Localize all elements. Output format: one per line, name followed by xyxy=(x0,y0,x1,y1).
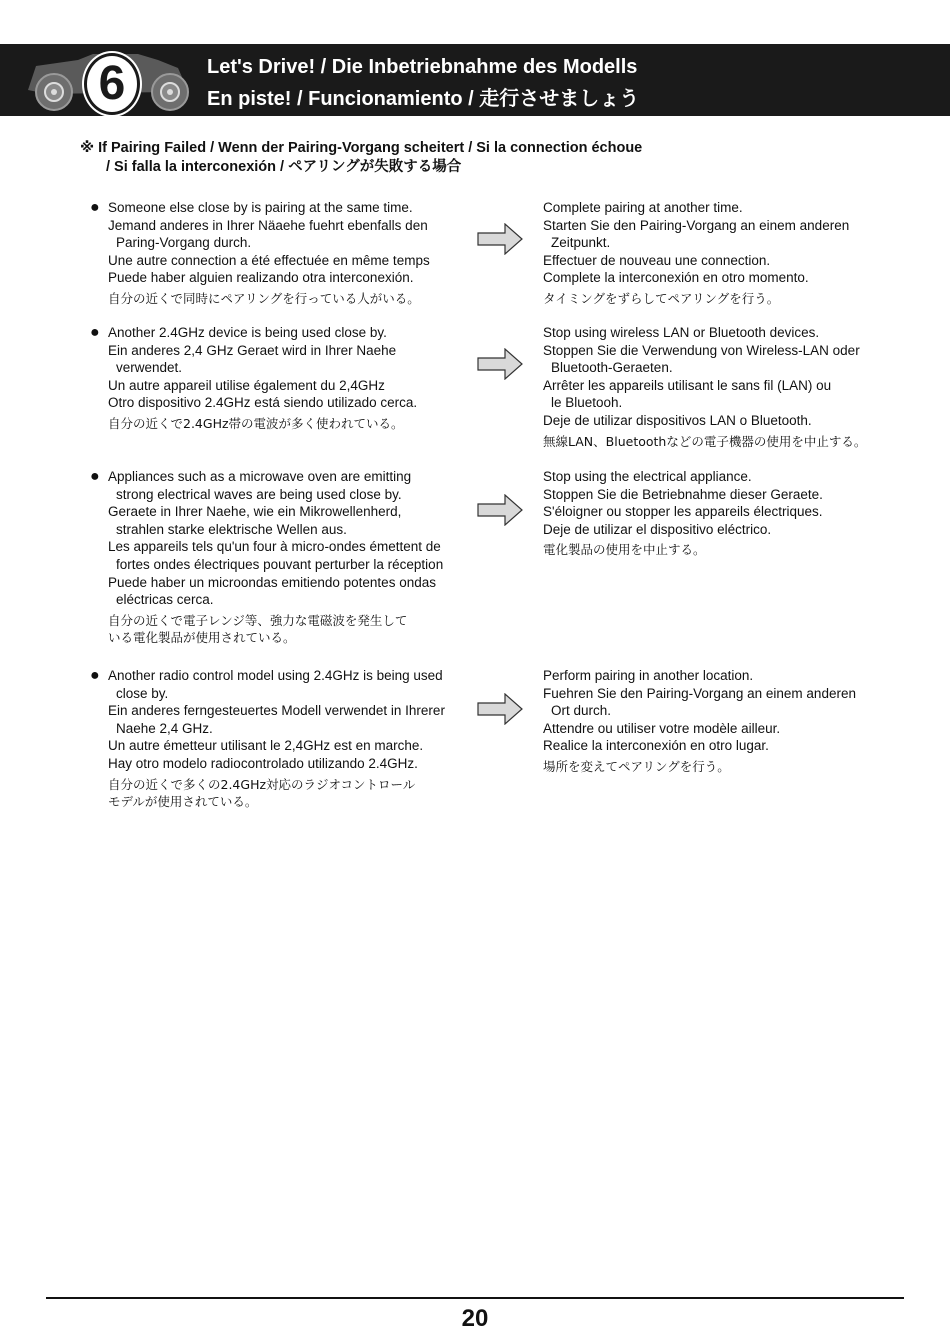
remedy-line: Complete la interconexión en otro momento. xyxy=(543,270,809,286)
remedy-text xyxy=(543,324,943,450)
footer-divider xyxy=(46,1297,904,1299)
page-title-line-2: En piste! / Funcionamiento / 走行させましょう xyxy=(207,88,640,110)
remedy-text xyxy=(543,199,943,308)
cause-text xyxy=(90,324,485,433)
remedy-line: Attendre ou utiliser votre modèle ailleur. xyxy=(543,720,781,736)
header-bar xyxy=(0,44,950,116)
cause-line: Les appareils tels qu'un four à micro-ondes émettent de xyxy=(108,539,441,555)
cause-line: Someone else close by is pairing at the same time. xyxy=(108,200,413,215)
cause-line: Naehe 2,4 GHz. xyxy=(116,720,213,736)
arrow-right-icon xyxy=(477,348,523,380)
bullet-icon: ● xyxy=(90,199,100,216)
cause-line: Otro dispositivo 2.4GHz está siendo utilizado cerca. xyxy=(108,395,418,411)
remedy-text xyxy=(543,667,943,776)
cause-line: Une autre connection a été effectuée en même temps xyxy=(108,252,430,268)
cause-line: 自分の近くで多くの2.4GHz対応のラジオコントロール xyxy=(108,776,416,792)
cause-line: eléctricas cerca. xyxy=(116,592,214,608)
remedy-line: タイミングをずらしてペアリングを行う。 xyxy=(543,290,780,306)
remedy-line: le Bluetooh. xyxy=(551,395,623,411)
cause-line: fortes ondes électriques pouvant perturber la réception xyxy=(116,556,444,572)
cause-line: verwendet. xyxy=(116,360,183,376)
remedy-line: Complete pairing at another time. xyxy=(543,200,743,215)
remedy-text xyxy=(543,468,943,559)
bullet-icon: ● xyxy=(90,468,100,485)
remedy-line: Deje de utilizar el dispositivo eléctrico. xyxy=(543,521,772,537)
cause-line: Another radio control model using 2.4GHz is being used xyxy=(108,668,443,683)
remedy-line: 場所を変えてペアリングを行う。 xyxy=(543,758,730,774)
remedy-line: Deje de utilizar dispositivos LAN o Bluetooth. xyxy=(543,412,812,428)
cause-line: Puede haber un microondas emitiendo potentes ondas xyxy=(108,574,436,590)
cause-line: strong electrical waves are being used close by. xyxy=(116,486,402,502)
cause-line: Puede haber alguien realizando otra interconexión. xyxy=(108,270,414,286)
cause-line: モデルが使用されている。 xyxy=(108,794,258,810)
remedy-line: Perform pairing in another location. xyxy=(543,668,754,683)
remedy-line: Zeitpunkt. xyxy=(551,235,611,251)
arrow-right-icon xyxy=(477,223,523,255)
bullet-icon: ● xyxy=(90,667,100,684)
remedy-line: Fuehren Sie den Pairing-Vorgang an einem anderen xyxy=(543,685,856,701)
step-number: 6 xyxy=(98,57,126,110)
cause-line: 自分の近くで電子レンジ等、強力な電磁波を発生して xyxy=(108,612,408,628)
cause-line: Jemand anderes in Ihrer Näaehe fuehrt ebenfalls den xyxy=(108,217,428,233)
section-heading-line-2: / Si falla la interconexión / ペアリングが失敗する場合 xyxy=(106,159,462,175)
bullet-icon: ● xyxy=(90,324,100,341)
cause-line: Appliances such as a microwave oven are emitting xyxy=(108,469,412,484)
cause-line: Ein anderes 2,4 GHz Geraet wird in Ihrer Naehe xyxy=(108,342,397,358)
remedy-line: Starten Sie den Pairing-Vorgang an einem anderen xyxy=(543,217,850,233)
page-title-line-1: Let's Drive! / Die Inbetriebnahme des Modells xyxy=(207,56,638,78)
cause-line: いる電化製品が使用されている。 xyxy=(108,630,296,646)
cause-line: 自分の近くで2.4GHz帯の電波が多く使われている。 xyxy=(108,415,404,431)
remedy-line: Realice la interconexión en otro lugar. xyxy=(543,738,769,754)
cause-line: Paring-Vorgang durch. xyxy=(116,235,252,251)
remedy-line: Effectuer de nouveau une connection. xyxy=(543,252,771,268)
cause-line: Un autre appareil utilise également du 2,4GHz xyxy=(108,377,385,393)
remedy-line: Stoppen Sie die Verwendung von Wireless-LAN oder xyxy=(543,342,860,358)
page-number: 20 xyxy=(461,1305,489,1332)
remedy-line: Ort durch. xyxy=(551,703,612,719)
remedy-line: 無線LAN、Bluetoothなどの電子機器の使用を中止する。 xyxy=(543,433,867,449)
remedy-line: Arrêter les appareils utilisant le sans fil (LAN) ou xyxy=(543,377,832,393)
remedy-line: S'éloigner ou stopper les appareils électriques. xyxy=(543,504,823,520)
cause-line: 自分の近くで同時にペアリングを行っている人がいる。 xyxy=(108,290,420,306)
cause-line: Un autre émetteur utilisant le 2,4GHz est en marche. xyxy=(108,738,424,754)
section-heading-line-1: ※ If Pairing Failed / Wenn der Pairing-Vorgang scheitert / Si la connection échoue xyxy=(80,140,643,156)
cause-line: Geraete in Ihrer Naehe, wie ein Mikrowellenherd, xyxy=(108,504,402,520)
cause-line: close by. xyxy=(116,685,169,701)
cause-text xyxy=(90,199,485,308)
arrow-right-icon xyxy=(477,494,523,526)
remedy-line: Bluetooth-Geraeten. xyxy=(551,360,673,376)
step-number-badge xyxy=(84,53,140,115)
section-heading xyxy=(80,139,642,177)
cause-line: Hay otro modelo radiocontrolado utilizando 2.4GHz. xyxy=(108,755,418,771)
cause-text xyxy=(90,667,485,811)
cause-line: Ein anderes ferngesteuertes Modell verwendet in Ihrerer xyxy=(108,703,445,719)
remedy-line: Stoppen Sie die Betriebnahme dieser Geraete. xyxy=(543,486,823,502)
arrow-right-icon xyxy=(477,693,523,725)
cause-line: strahlen starke elektrische Wellen aus. xyxy=(116,521,347,537)
remedy-line: 電化製品の使用を中止する。 xyxy=(543,542,706,558)
remedy-line: Stop using wireless LAN or Bluetooth devices. xyxy=(543,325,820,340)
remedy-line: Stop using the electrical appliance. xyxy=(543,469,752,484)
cause-line: Another 2.4GHz device is being used close by. xyxy=(108,325,387,340)
cause-text xyxy=(90,468,485,647)
